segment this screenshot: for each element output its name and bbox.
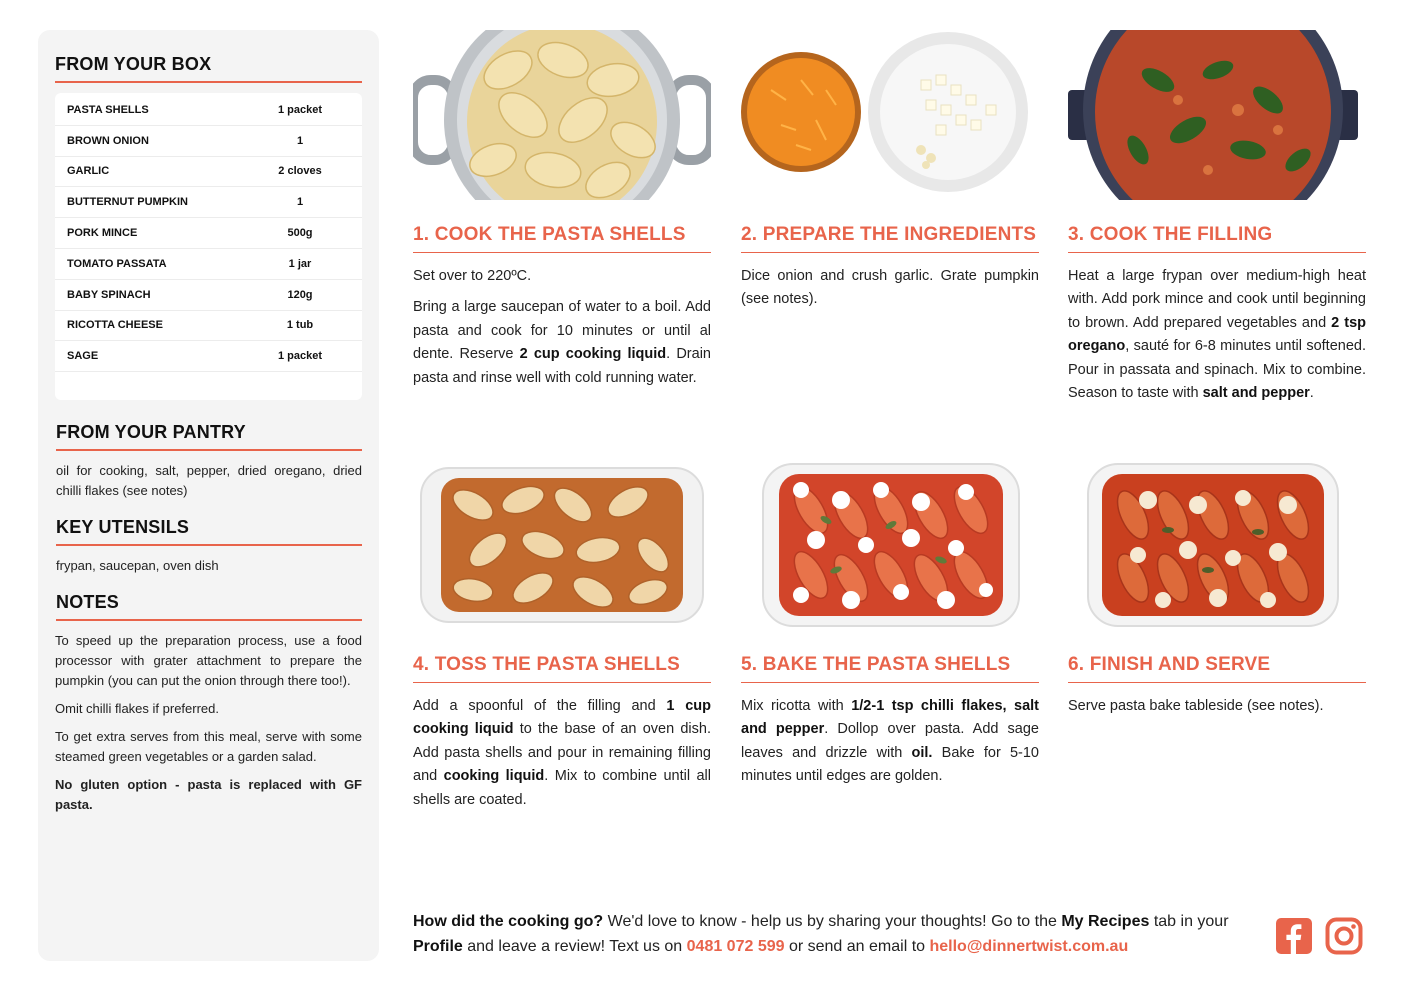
ingredient-name: RICOTTA CHEESE <box>67 319 163 332</box>
utensils-heading: KEY UTENSILS <box>56 517 362 546</box>
ingredient-qty: 1 tub <box>286 319 314 332</box>
feedback-footer: How did the cooking go? We'd love to know - help us by sharing your thoughts! Go to the My Recipes tab in your Profile and leave a review! Text us on 0481 072 599 or send an email to hello@dinnertwist.com.au <box>413 913 1229 955</box>
step-4-text: Add a spoonful of the filling and 1 cup cooking liquid to the base of an oven dish. Add pasta shells and pour in remaining filling and cooking liquid. Mix to combine until all shells are coated. <box>413 698 711 808</box>
ingredient-name: TOMATO PASSATA <box>67 257 167 270</box>
pantry-text: oil for cooking, salt, pepper, dried oregano, dried chilli flakes (see notes) <box>56 463 362 499</box>
step-4-title: 4. TOSS THE PASTA SHELLS <box>413 654 711 683</box>
ingredient-name: BABY SPINACH <box>67 288 151 301</box>
table-row <box>55 157 362 188</box>
step-1-text-boil: Bring a large saucepan of water to a boil. Add pasta and cook for 10 minutes or until al dente. Reserve 2 cup cooking liquid. Drain pasta and rinse well with cold running water. <box>413 299 711 386</box>
note-item-gluten: No gluten option - pasta is replaced with GF pasta. <box>55 777 362 813</box>
my-recipes-link[interactable]: My Recipes <box>1061 913 1150 930</box>
notes-section <box>55 592 362 815</box>
table-row <box>55 311 362 342</box>
step-3 <box>1068 30 1366 413</box>
pantry-section <box>55 422 362 501</box>
instagram-icon[interactable] <box>1325 917 1363 955</box>
step-6 <box>1068 460 1366 726</box>
ingredient-qty: 1 packet <box>277 350 323 363</box>
step-2-body <box>741 265 1039 312</box>
baking-dish-photo <box>741 460 1039 630</box>
phone-link[interactable]: 0481 072 599 <box>686 938 785 955</box>
step-1-body <box>413 265 711 390</box>
finished-bake-photo <box>1068 460 1366 630</box>
from-your-box-heading: FROM YOUR BOX <box>55 54 362 83</box>
step-6-title: 6. FINISH AND SERVE <box>1068 654 1366 683</box>
ingredient-qty: 1 packet <box>277 103 323 116</box>
step-6-text: Serve pasta bake tableside (see notes). <box>1068 698 1324 714</box>
step-1-title: 1. COOK THE PASTA SHELLS <box>413 224 711 253</box>
step-2-title: 2. PREPARE THE INGREDIENTS <box>741 224 1039 253</box>
utensils-section <box>55 517 362 576</box>
prepared-ingredients-photo <box>741 30 1039 200</box>
step-4-body <box>413 695 711 812</box>
ingredients-sidebar <box>38 30 379 961</box>
note-item: To get extra serves from this meal, serve with some steamed green vegetables or a garden salad. <box>55 729 362 765</box>
step-6-body <box>1068 695 1366 718</box>
step-5 <box>741 460 1039 797</box>
utensils-text: frypan, saucepan, oven dish <box>56 558 219 574</box>
ingredient-qty: 1 <box>296 196 304 209</box>
table-row <box>55 249 362 280</box>
pasta-pot-photo <box>413 30 711 200</box>
step-3-title: 3. COOK THE FILLING <box>1068 224 1366 253</box>
facebook-icon[interactable] <box>1275 917 1313 955</box>
note-item: To speed up the preparation process, use a food processor with grater attachment to prepare the pumpkin (you can put the onion through there too!). <box>55 633 362 689</box>
step-5-body <box>741 695 1039 789</box>
table-row <box>55 341 362 372</box>
step-5-title: 5. BAKE THE PASTA SHELLS <box>741 654 1039 683</box>
step-2 <box>741 30 1039 320</box>
step-1 <box>413 30 711 398</box>
ingredient-name: PORK MINCE <box>67 227 138 240</box>
step-3-text: Heat a large frypan over medium-high heat with. Add pork mince and cook until beginning to brown. Add prepared vegetables and 2 tsp oregano, sauté for 6-8 minutes until softened. Pour in passata and spinach. Mix to combine. Season to taste with salt and pepper. <box>1068 268 1366 402</box>
note-item: Omit chilli flakes if preferred. <box>55 701 219 717</box>
step-3-body <box>1068 265 1366 405</box>
email-link[interactable]: hello@dinnertwist.com.au <box>929 938 1129 955</box>
tossed-shells-photo <box>413 460 711 630</box>
table-row <box>55 218 362 249</box>
profile-link[interactable]: Profile <box>413 938 463 955</box>
table-row <box>55 187 362 218</box>
notes-heading: NOTES <box>56 592 362 621</box>
table-row <box>55 126 362 157</box>
ingredient-name: GARLIC <box>67 165 110 178</box>
step-5-text: Mix ricotta with 1/2-1 tsp chilli flakes, salt and pepper. Dollop over pasta. Add sage leaves and drizzle with oil. Bake for 5-10 minutes until edges are golden. <box>741 698 1039 785</box>
feedback-question: How did the cooking go? <box>413 913 604 930</box>
box-ingredients-table <box>55 93 362 400</box>
ingredient-qty: 2 cloves <box>278 165 322 178</box>
ingredient-qty: 1 <box>296 134 304 147</box>
table-row <box>55 280 362 311</box>
step-2-text: Dice onion and crush garlic. Grate pumpkin (see notes). <box>741 268 1039 308</box>
ingredient-name: BUTTERNUT PUMPKIN <box>67 196 188 209</box>
ingredient-name: PASTA SHELLS <box>67 103 149 116</box>
ingredient-name: BROWN ONION <box>67 134 149 147</box>
pantry-heading: FROM YOUR PANTRY <box>56 422 362 451</box>
ingredient-qty: 500g <box>287 227 313 240</box>
step-4 <box>413 460 711 820</box>
table-row <box>55 95 362 126</box>
filling-pan-photo <box>1068 30 1366 200</box>
ingredient-qty: 120g <box>287 288 313 301</box>
ingredient-name: SAGE <box>67 350 99 363</box>
step-1-text-oven: Set over to 220ºC. <box>413 268 532 284</box>
ingredient-qty: 1 jar <box>288 257 312 270</box>
